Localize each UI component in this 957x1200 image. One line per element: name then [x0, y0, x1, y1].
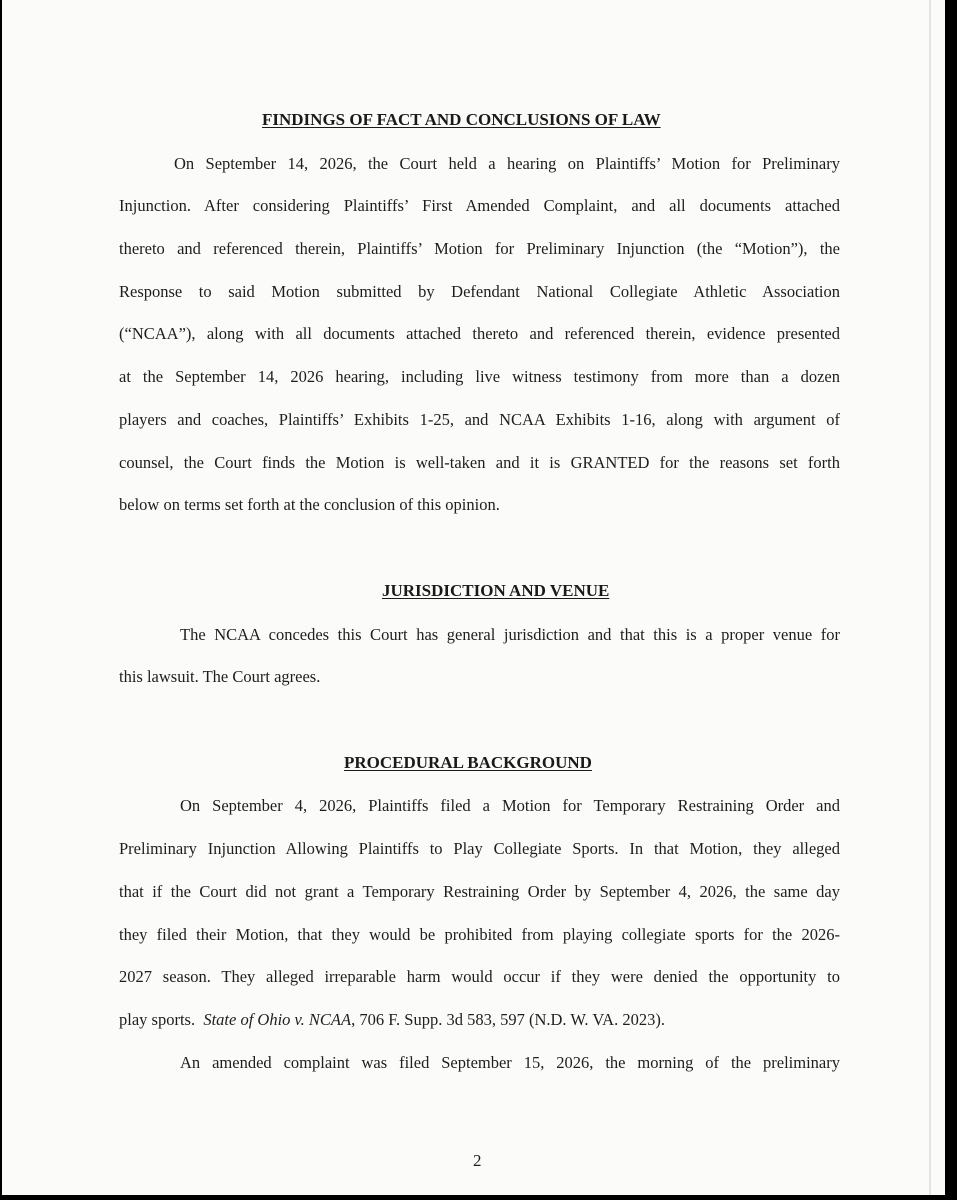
paragraph-line: The NCAA concedes this Court has general jurisdiction and that this is a proper venue for	[180, 625, 840, 644]
paragraph-line: at the September 14, 2026 hearing, including live witness testimony from more than a dozen	[119, 367, 840, 386]
paragraph-line: On September 14, 2026, the Court held a hearing on Plaintiffs’ Motion for Preliminary	[174, 154, 840, 173]
paragraph-line: On September 4, 2026, Plaintiffs filed a Motion for Temporary Restraining Order and	[180, 796, 840, 815]
heading-jurisdiction-and-venue: JURISDICTION AND VENUE	[382, 581, 610, 600]
paragraph-line: below on terms set forth at the conclusion of this opinion.	[119, 495, 500, 514]
paragraph-line: 2027 season. They alleged irreparable harm would occur if they were denied the opportunity to	[119, 967, 840, 986]
paragraph-line: An amended complaint was filed September 15, 2026, the morning of the preliminary	[180, 1053, 840, 1072]
heading-findings-of-fact: FINDINGS OF FACT AND CONCLUSIONS OF LAW	[262, 110, 661, 129]
paragraph-line: Preliminary Injunction Allowing Plaintiffs to Play Collegiate Sports. In that Motion, they alleged	[119, 839, 840, 858]
heading-procedural-background: PROCEDURAL BACKGROUND	[344, 753, 592, 772]
paragraph-line: they filed their Motion, that they would be prohibited from playing collegiate sports for the 2026-	[119, 925, 840, 944]
paragraph-line: Response to said Motion submitted by Defendant National Collegiate Athletic Association	[119, 282, 840, 301]
paragraph-line: (“NCAA”), along with all documents attached thereto and referenced therein, evidence presented	[119, 324, 840, 343]
paragraph-line: players and coaches, Plaintiffs’ Exhibits 1-25, and NCAA Exhibits 1-16, along with argument of	[119, 410, 840, 429]
document-page	[2, 0, 945, 1195]
paragraph-line: counsel, the Court finds the Motion is well-taken and it is GRANTED for the reasons set forth	[119, 453, 840, 472]
paragraph-line: Injunction. After considering Plaintiffs’ First Amended Complaint, and all documents attached	[119, 196, 840, 215]
citation-line	[119, 1012, 665, 1029]
paragraph-line: this lawsuit. The Court agrees.	[119, 667, 321, 686]
citation-prefix: play sports.	[119, 1010, 204, 1029]
paragraph-line: that if the Court did not grant a Temporary Restraining Order by September 4, 2026, the same day	[119, 882, 840, 901]
page-number: 2	[473, 1151, 482, 1170]
page-edge-divider	[929, 0, 931, 1195]
case-name: State of Ohio v. NCAA	[203, 1010, 352, 1029]
paragraph-line: thereto and referenced therein, Plaintiffs’ Motion for Preliminary Injunction (the “Motion”), the	[119, 239, 840, 258]
citation-suffix: , 706 F. Supp. 3d 583, 597 (N.D. W. VA. 2023).	[351, 1010, 665, 1029]
